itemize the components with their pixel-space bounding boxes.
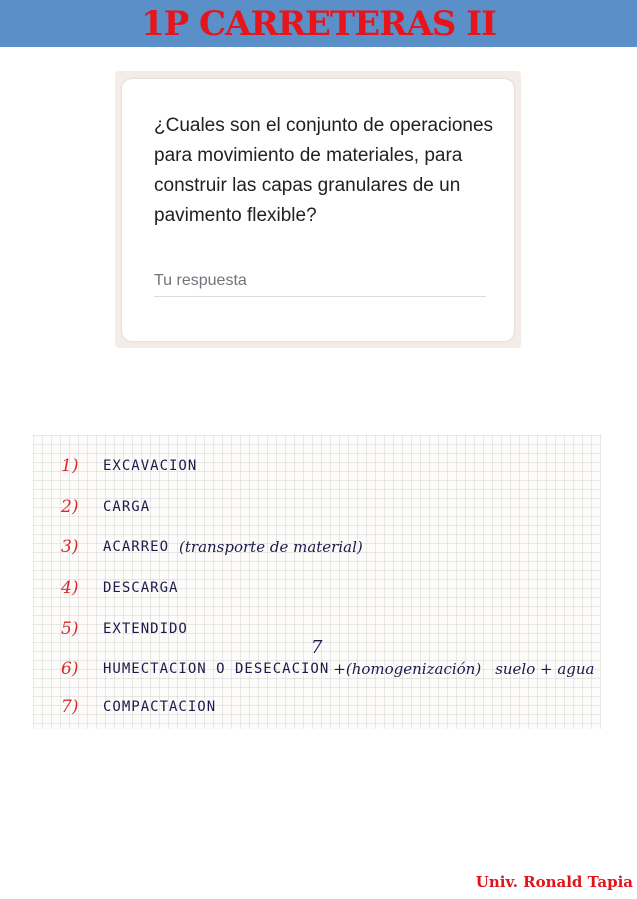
correction-mark: 7 (311, 637, 323, 658)
step-number: 3) (61, 537, 79, 557)
step-text: EXTENDIDO (103, 621, 188, 637)
author-credit: Univ. Ronald Tapia (475, 873, 633, 891)
step-number: 6) (61, 659, 79, 679)
step-number: 5) (61, 619, 79, 639)
list-item (61, 574, 178, 602)
question-card (122, 79, 514, 341)
page-title: 1P CARRETERAS II (141, 3, 496, 44)
step-note: +(homogenización) (333, 660, 482, 678)
step-text: COMPACTACION (103, 699, 217, 715)
answer-input[interactable]: Tu respuesta (154, 272, 486, 297)
step-number: 7) (61, 697, 79, 717)
step-text: DESCARGA (103, 580, 179, 596)
step-note-secondary: suelo + agua (495, 660, 595, 678)
list-item (61, 615, 188, 643)
step-number: 1) (61, 456, 79, 476)
header-banner (0, 0, 637, 47)
question-text: ¿Cuales son el conjunto de operaciones para movimiento de materiales, para construir las capas granulares de un pavimento flexible? (154, 115, 494, 226)
step-number: 2) (61, 497, 79, 517)
step-text: CARGA (103, 499, 151, 515)
list-item (61, 493, 150, 521)
step-text: EXCAVACION (103, 458, 198, 474)
step-number: 4) (61, 578, 79, 598)
list-item (61, 533, 363, 561)
list-item (61, 452, 197, 480)
step-text: HUMECTACION O DESECACION (103, 661, 330, 677)
step-text: ACARREO (103, 539, 170, 555)
list-item (61, 655, 595, 683)
step-note: (transporte de material) (179, 538, 363, 556)
handwritten-answer-sheet (33, 435, 601, 729)
list-item (61, 693, 216, 721)
